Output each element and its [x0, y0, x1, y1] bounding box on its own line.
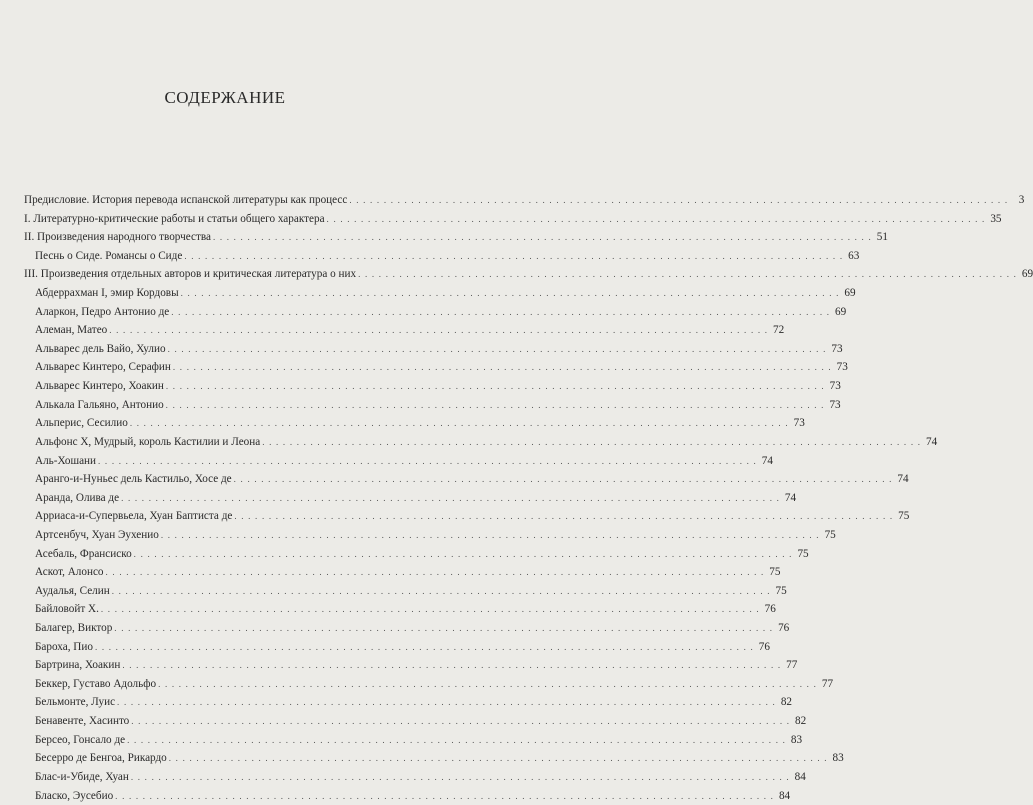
toc-entry-page: 74 — [895, 470, 909, 489]
dot-leader — [262, 433, 921, 452]
toc-entry — [24, 638, 440, 657]
toc-entry-title: Бласко, Эусебио — [35, 787, 113, 805]
toc-entry-title: Аранго-и-Нуньес дель Кастильо, Хосе де — [35, 470, 232, 489]
dot-leader — [117, 693, 776, 712]
table-of-contents — [24, 191, 440, 805]
toc-entry-page: 82 — [778, 693, 792, 712]
toc-entry-page: 72 — [770, 321, 784, 340]
toc-entry — [24, 377, 440, 396]
toc-entry — [24, 693, 440, 712]
toc-entry — [24, 414, 440, 433]
dot-leader — [98, 452, 757, 471]
toc-entry — [24, 619, 440, 638]
toc-entry-page: 3 — [1010, 191, 1024, 210]
toc-entry-page: 69 — [842, 284, 856, 303]
toc-entry-title: Аудалья, Селин — [35, 582, 110, 601]
toc-entry-page: 83 — [788, 731, 802, 750]
toc-entry — [24, 749, 440, 768]
toc-entry-page: 76 — [762, 600, 776, 619]
toc-entry — [24, 675, 440, 694]
toc-entry-title: Алеман, Матео — [35, 321, 107, 340]
dot-leader — [112, 582, 771, 601]
toc-entry-title: Альварес дель Вайо, Хулио — [35, 340, 166, 359]
toc-entry-page: 75 — [895, 507, 909, 526]
toc-entry-page: 73 — [827, 377, 841, 396]
dot-leader — [161, 526, 820, 545]
page-title: СОДЕРЖАНИЕ — [0, 88, 450, 108]
toc-entry — [24, 563, 440, 582]
toc-entry-title: Песнь о Сиде. Романсы о Сиде — [35, 247, 182, 266]
toc-entry-title: Аларкон, Педро Антонио де — [35, 303, 169, 322]
dot-leader — [166, 396, 825, 415]
toc-entry-page: 73 — [829, 340, 843, 359]
toc-entry-title: I. Литературно-критические работы и статьи общего характера — [24, 210, 325, 229]
toc-entry-title: Артсенбуч, Хуан Эухенио — [35, 526, 159, 545]
toc-entry-page: 69 — [1019, 265, 1033, 284]
toc-entry-page: 73 — [791, 414, 805, 433]
toc-entry — [24, 768, 440, 787]
toc-entry-title: Асебаль, Франсиско — [35, 545, 132, 564]
dot-leader — [131, 712, 790, 731]
dot-leader — [173, 358, 832, 377]
toc-entry — [24, 526, 440, 545]
dot-leader — [109, 321, 768, 340]
toc-entry-title: Бартрина, Хоакин — [35, 656, 120, 675]
toc-entry — [24, 433, 440, 452]
dot-leader — [234, 470, 893, 489]
dot-leader — [127, 731, 786, 750]
toc-entry-title: III. Произведения отдельных авторов и критическая литература о них — [24, 265, 356, 284]
toc-entry — [24, 712, 440, 731]
toc-entry-title: II. Произведения народного творчества — [24, 228, 211, 247]
toc-entry-page: 84 — [792, 768, 806, 787]
toc-entry-page: 84 — [776, 787, 790, 805]
toc-entry-page: 73 — [827, 396, 841, 415]
toc-entry-page: 35 — [988, 210, 1002, 229]
dot-leader — [131, 768, 790, 787]
toc-entry-title: Бельмонте, Луис — [35, 693, 115, 712]
dot-leader — [358, 265, 1017, 284]
toc-entry-title: Арриаса-и-Супервьела, Хуан Баптиста де — [35, 507, 232, 526]
toc-entry-title: Беккер, Густаво Адольфо — [35, 675, 156, 694]
toc-entry — [24, 489, 440, 508]
toc-entry — [24, 210, 440, 229]
toc-entry — [24, 358, 440, 377]
toc-entry — [24, 582, 440, 601]
toc-entry-title: Альварес Кинтеро, Серафин — [35, 358, 171, 377]
toc-entry — [24, 265, 440, 284]
toc-entry-title: Альфонс X, Мудрый, король Кастилии и Леона — [35, 433, 260, 452]
dot-leader — [130, 414, 789, 433]
dot-leader — [327, 210, 986, 229]
dot-leader — [115, 787, 774, 805]
toc-entry-page: 74 — [923, 433, 937, 452]
toc-entry — [24, 340, 440, 359]
toc-entry — [24, 470, 440, 489]
toc-entry-page: 74 — [782, 489, 796, 508]
toc-entry — [24, 247, 440, 266]
toc-entry — [24, 545, 440, 564]
toc-entry-title: Бенавенте, Хасинто — [35, 712, 129, 731]
toc-entry — [24, 452, 440, 471]
toc-entry-page: 75 — [773, 582, 787, 601]
toc-entry-title: Аранда, Олива де — [35, 489, 119, 508]
toc-entry-title: Альперис, Сесилио — [35, 414, 128, 433]
dot-leader — [184, 247, 843, 266]
toc-entry-page: 76 — [756, 638, 770, 657]
dot-leader — [122, 656, 781, 675]
toc-entry — [24, 600, 440, 619]
dot-leader — [166, 377, 825, 396]
dot-leader — [114, 619, 773, 638]
toc-entry-page: 77 — [783, 656, 797, 675]
toc-entry-page: 83 — [830, 749, 844, 768]
toc-entry — [24, 396, 440, 415]
dot-leader — [95, 638, 754, 657]
dot-leader — [106, 563, 765, 582]
toc-entry-page: 73 — [834, 358, 848, 377]
toc-entry — [24, 303, 440, 322]
dot-leader — [101, 600, 760, 619]
toc-entry — [24, 228, 440, 247]
toc-entry-page: 75 — [766, 563, 780, 582]
toc-entry-title: Абдеррахман I, эмир Кордовы — [35, 284, 179, 303]
toc-entry-title: Бароха, Пио — [35, 638, 93, 657]
toc-entry — [24, 284, 440, 303]
dot-leader — [213, 228, 872, 247]
toc-entry-page: 75 — [795, 545, 809, 564]
dot-leader — [158, 675, 817, 694]
dot-leader — [121, 489, 780, 508]
toc-entry — [24, 656, 440, 675]
toc-entry-page: 63 — [845, 247, 859, 266]
toc-entry-page: 51 — [874, 228, 888, 247]
toc-entry-title: Блас-и-Убиде, Хуан — [35, 768, 129, 787]
dot-leader — [134, 545, 793, 564]
toc-entry-title: Предисловие. История перевода испанской литературы как процесс — [24, 191, 347, 210]
toc-entry-title: Алькала Гальяно, Антонио — [35, 396, 164, 415]
toc-entry-title: Аль-Хошани — [35, 452, 96, 471]
toc-entry — [24, 191, 440, 210]
dot-leader — [169, 749, 828, 768]
toc-entry-title: Аскот, Алонсо — [35, 563, 104, 582]
toc-entry — [24, 731, 440, 750]
toc-entry — [24, 507, 440, 526]
toc-entry-page: 77 — [819, 675, 833, 694]
toc-entry-title: Бесерро де Бенгоа, Рикардо — [35, 749, 167, 768]
dot-leader — [168, 340, 827, 359]
toc-entry — [24, 787, 440, 805]
toc-entry-page: 75 — [822, 526, 836, 545]
toc-entry-title: Байловойт X. — [35, 600, 99, 619]
dot-leader — [234, 507, 893, 526]
toc-entry-title: Альварес Кинтеро, Хоакин — [35, 377, 164, 396]
dot-leader — [349, 191, 1008, 210]
toc-entry-page: 69 — [832, 303, 846, 322]
toc-entry-page: 82 — [792, 712, 806, 731]
toc-entry-title: Берсео, Гонсало де — [35, 731, 125, 750]
toc-entry — [24, 321, 440, 340]
toc-entry-page: 76 — [775, 619, 789, 638]
toc-entry-page: 74 — [759, 452, 773, 471]
book-page — [0, 0, 450, 719]
toc-entry-title: Балагер, Виктор — [35, 619, 112, 638]
dot-leader — [181, 284, 840, 303]
dot-leader — [171, 303, 830, 322]
